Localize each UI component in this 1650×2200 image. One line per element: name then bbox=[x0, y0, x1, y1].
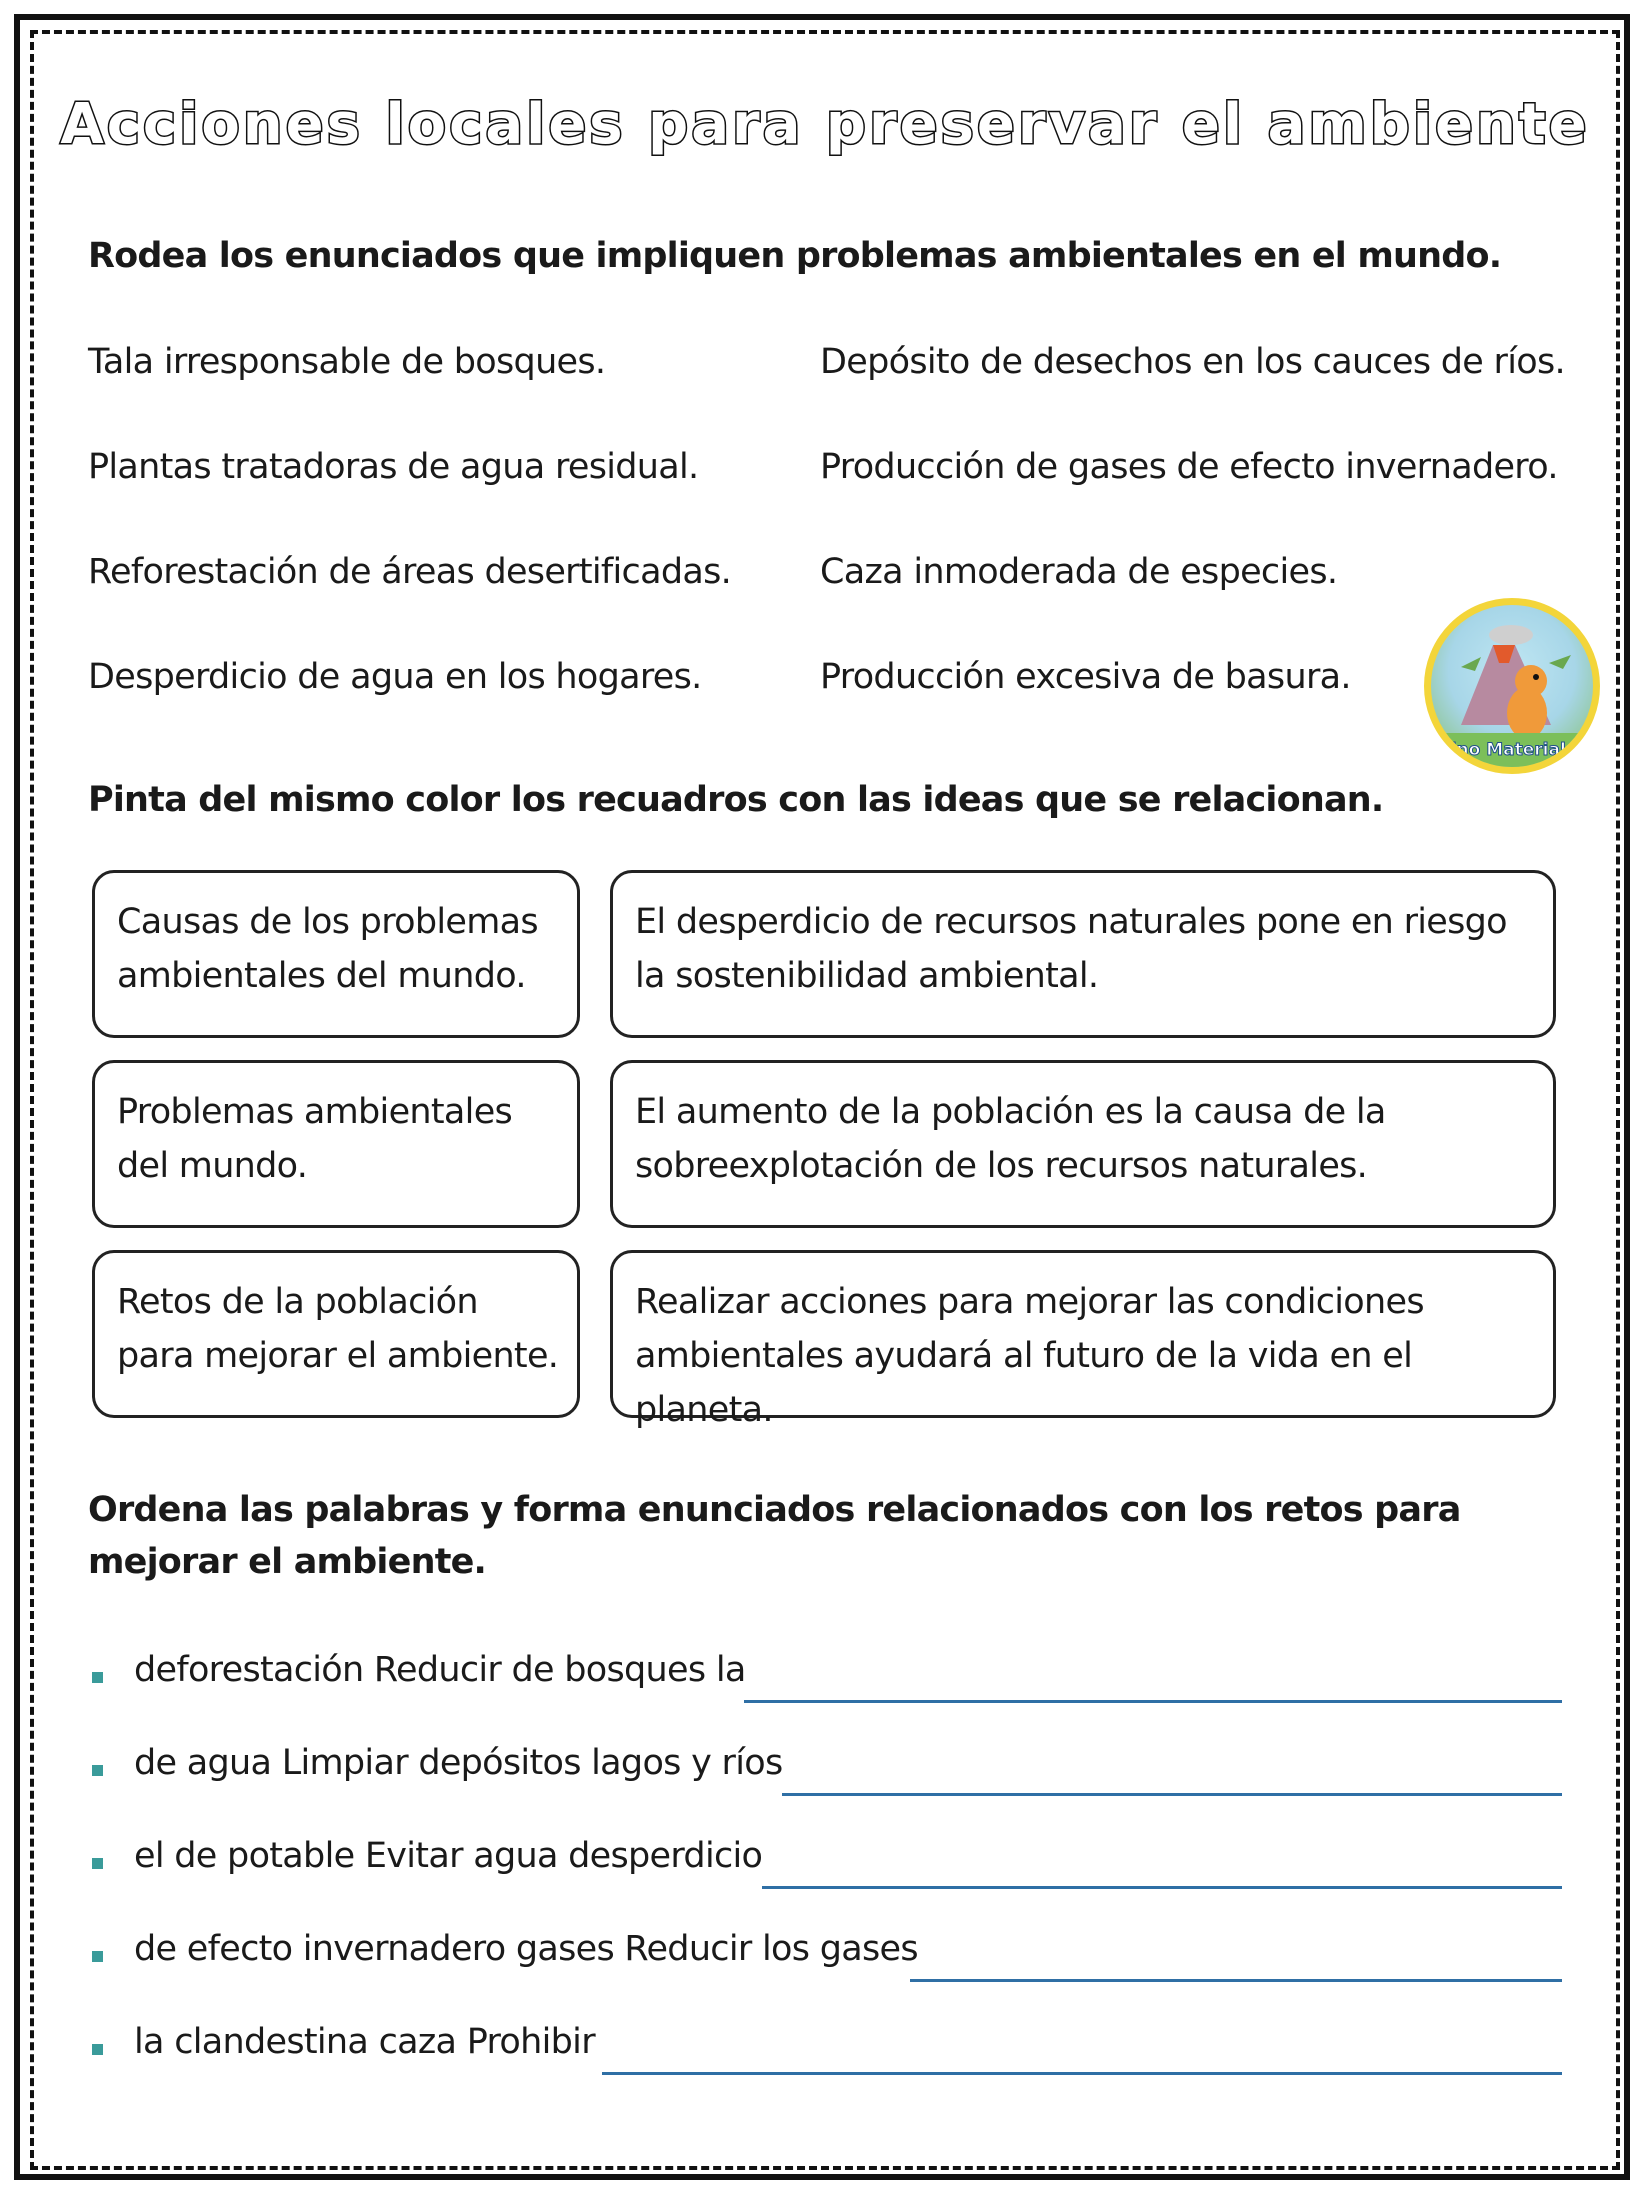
statement-left-1[interactable]: Tala irresponsable de bosques. bbox=[88, 342, 606, 382]
square-bullet-icon bbox=[92, 1765, 103, 1776]
answer-line-5[interactable] bbox=[602, 2072, 1562, 2075]
list-item: el de potable Evitar agua desperdicio bbox=[92, 1836, 1562, 1896]
answer-line-3[interactable] bbox=[762, 1886, 1562, 1889]
square-bullet-icon bbox=[92, 1951, 103, 1962]
logo-text: Dino Materiales bbox=[1436, 740, 1588, 760]
answer-line-4[interactable] bbox=[910, 1979, 1562, 1982]
box-right-2[interactable]: El aumento de la población es la causa de la sobreexplotación de los recursos naturales. bbox=[610, 1060, 1556, 1228]
answer-line-1[interactable] bbox=[744, 1700, 1562, 1703]
page-title: Acciones locales para preservar el ambiente bbox=[60, 92, 1590, 157]
dino-materiales-logo bbox=[1424, 598, 1600, 774]
box-left-3[interactable]: Retos de la población para mejorar el ambiente. bbox=[92, 1250, 580, 1418]
instruction-paint: Pinta del mismo color los recuadros con las ideas que se relacionan. bbox=[88, 780, 1384, 820]
statement-right-3[interactable]: Caza inmoderada de especies. bbox=[820, 552, 1338, 592]
list-item: deforestación Reducir de bosques la bbox=[92, 1650, 1562, 1710]
list-item: de efecto invernadero gases Reducir los gases bbox=[92, 1929, 1562, 1989]
statement-right-1[interactable]: Depósito de desechos en los cauces de ríos. bbox=[820, 342, 1565, 382]
square-bullet-icon bbox=[92, 1672, 103, 1683]
list-item: la clandestina caza Prohibir bbox=[92, 2022, 1562, 2082]
box-left-1[interactable]: Causas de los problemas ambientales del mundo. bbox=[92, 870, 580, 1038]
box-right-3[interactable]: Realizar acciones para mejorar las condiciones ambientales ayudará al futuro de la vida en el planeta. bbox=[610, 1250, 1556, 1418]
answer-line-2[interactable] bbox=[782, 1793, 1562, 1796]
box-left-2[interactable]: Problemas ambientales del mundo. bbox=[92, 1060, 580, 1228]
box-right-1[interactable]: El desperdicio de recursos naturales pone en riesgo la sostenibilidad ambiental. bbox=[610, 870, 1556, 1038]
square-bullet-icon bbox=[92, 1858, 103, 1869]
statement-left-3[interactable]: Reforestación de áreas desertificadas. bbox=[88, 552, 732, 592]
statement-left-2[interactable]: Plantas tratadoras de agua residual. bbox=[88, 447, 699, 487]
instruction-circle: Rodea los enunciados que impliquen problemas ambientales en el mundo. bbox=[88, 236, 1502, 276]
instruction-order: Ordena las palabras y forma enunciados relacionados con los retos para mejorar el ambiente. bbox=[88, 1490, 1461, 1582]
statement-left-4[interactable]: Desperdicio de agua en los hogares. bbox=[88, 657, 702, 697]
dinosaur-volcano-icon bbox=[1431, 605, 1593, 767]
statement-right-2[interactable]: Producción de gases de efecto invernadero. bbox=[820, 447, 1558, 487]
list-item: de agua Limpiar depósitos lagos y ríos bbox=[92, 1743, 1562, 1803]
square-bullet-icon bbox=[92, 2044, 103, 2055]
statement-right-4[interactable]: Producción excesiva de basura. bbox=[820, 657, 1351, 697]
